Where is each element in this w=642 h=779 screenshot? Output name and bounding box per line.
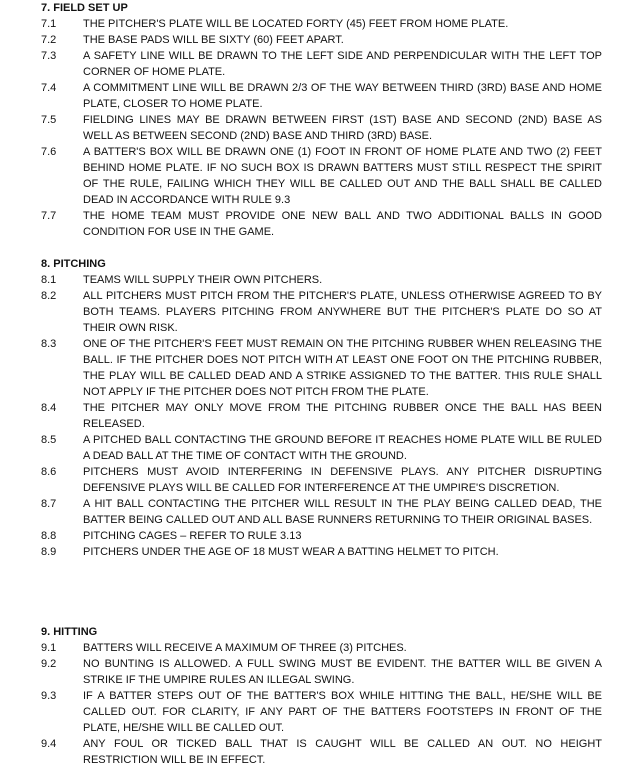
rule-number: 7.7: [41, 210, 57, 222]
rule-number: 8.8: [41, 530, 57, 542]
rule-text: IF A BATTER STEPS OUT OF THE BATTER'S BOX WHILE HITTING THE BALL, HE/SHE WILL BE CALLED OUT. FOR CLARITY, IF ANY PART OF THE BATTERS FOOTSTEPS IN FRONT OF THE PLATE, HE/SHE WILL BE CALLED OUT.: [83, 690, 602, 734]
rule-item: [41, 544, 602, 560]
rule-number: 8.9: [41, 546, 57, 558]
rule-text: A SAFETY LINE WILL BE DRAWN TO THE LEFT SIDE AND PERPENDICULAR WITH THE LEFT TOP CORNER OF HOME PLATE.: [83, 50, 602, 78]
rule-text: THE PITCHER MAY ONLY MOVE FROM THE PITCHING RUBBER ONCE THE BALL HAS BEEN RELEASED.: [83, 402, 602, 430]
rule-number: 7.1: [41, 18, 57, 30]
section-pitching: [41, 256, 602, 560]
rule-text: NO BUNTING IS ALLOWED. A FULL SWING MUST BE EVIDENT. THE BATTER WILL BE GIVEN A STRIKE IF THE UMPIRE RULES AN ILLEGAL SWING.: [83, 658, 602, 686]
rule-number: 7.4: [41, 82, 57, 94]
rule-text: PITCHERS UNDER THE AGE OF 18 MUST WEAR A BATTING HELMET TO PITCH.: [83, 546, 499, 558]
rule-number: 7.6: [41, 146, 57, 158]
rule-number: 7.3: [41, 50, 57, 62]
rule-text: ANY FOUL OR TICKED BALL THAT IS CAUGHT WILL BE CALLED AN OUT. NO HEIGHT RESTRICTION WILL BE IN EFFECT.: [83, 738, 602, 766]
section-spacer: [41, 560, 602, 624]
section-field-set-up: [41, 0, 602, 240]
rule-item: [41, 400, 602, 432]
rule-number: 9.4: [41, 738, 57, 750]
rule-item: [41, 496, 602, 528]
rule-text: THE BASE PADS WILL BE SIXTY (60) FEET APART.: [83, 34, 344, 46]
rule-item: [41, 432, 602, 464]
rule-number: 9.2: [41, 658, 57, 670]
rule-item: [41, 16, 602, 32]
rule-item: [41, 656, 602, 688]
rule-number: 8.4: [41, 402, 57, 414]
rule-item: [41, 80, 602, 112]
section-heading: 7. FIELD SET UP: [41, 2, 128, 14]
rule-number: 8.3: [41, 338, 57, 350]
rule-text: PITCHERS MUST AVOID INTERFERING IN DEFENSIVE PLAYS. ANY PITCHER DISRUPTING DEFENSIVE PLAYS WILL BE CALLED FOR INTERFERENCE AT THE UMPIRE'S DISCRETION.: [83, 466, 602, 494]
rule-text: PITCHING CAGES – REFER TO RULE 3.13: [83, 530, 302, 542]
rule-text: A HIT BALL CONTACTING THE PITCHER WILL RESULT IN THE PLAY BEING CALLED DEAD, THE BATTER BEING CALLED OUT AND ALL BASE RUNNERS RETURNING TO THEIR ORIGINAL BASES.: [83, 498, 602, 526]
section-spacer: [41, 240, 602, 256]
rule-text: ONE OF THE PITCHER'S FEET MUST REMAIN ON THE PITCHING RUBBER WHEN RELEASING THE BALL. IF THE PITCHER DOES NOT PITCH WITH AT LEAST ONE FOOT ON THE PITCHING RUBBER, THE PLAY WILL BE CALLED DEAD AND A STRIKE ASSIGNED TO THE BATTER. THIS RULE SHALL NOT APPLY IF THE PITCHER DOES NOT PITCH FROM THE PLATE.: [83, 338, 602, 398]
rule-number: 8.1: [41, 274, 57, 286]
rule-item: [41, 640, 602, 656]
rule-number: 7.2: [41, 34, 57, 46]
rule-number: 8.6: [41, 466, 57, 478]
rule-text: A COMMITMENT LINE WILL BE DRAWN 2/3 OF THE WAY BETWEEN THIRD (3RD) BASE AND HOME PLATE, CLOSER TO HOME PLATE.: [83, 82, 602, 110]
rule-text: BATTERS WILL RECEIVE A MAXIMUM OF THREE (3) PITCHES.: [83, 642, 407, 654]
rule-item: [41, 528, 602, 544]
rule-text: THE PITCHER'S PLATE WILL BE LOCATED FORTY (45) FEET FROM HOME PLATE.: [83, 18, 509, 30]
rule-item: [41, 32, 602, 48]
rule-item: [41, 688, 602, 736]
rule-number: 8.7: [41, 498, 57, 510]
section-heading: 8. PITCHING: [41, 258, 106, 270]
rule-number: 7.5: [41, 114, 57, 126]
section-hitting: [41, 624, 602, 768]
rule-number: 9.1: [41, 642, 57, 654]
rule-item: [41, 112, 602, 144]
rule-number: 8.5: [41, 434, 57, 446]
rule-item: [41, 48, 602, 80]
rule-text: TEAMS WILL SUPPLY THEIR OWN PITCHERS.: [83, 274, 323, 286]
rule-text: A BATTER'S BOX WILL BE DRAWN ONE (1) FOOT IN FRONT OF HOME PLATE AND TWO (2) FEET BEHIND HOME PLATE. IF NO SUCH BOX IS DRAWN BATTERS MUST STILL RESPECT THE SPIRIT OF THE RULE, FAILING WHICH THEY WILL BE CALLED OUT AND THE BALL SHALL BE CALLED DEAD IN ACCORDANCE WITH RULE 9.3: [83, 146, 602, 206]
rule-text: A PITCHED BALL CONTACTING THE GROUND BEFORE IT REACHES HOME PLATE WILL BE RULED A DEAD BALL AT THE TIME OF CONTACT WITH THE GROUND.: [83, 434, 602, 462]
rule-item: [41, 288, 602, 336]
rule-item: [41, 464, 602, 496]
section-heading: 9. HITTING: [41, 626, 98, 638]
rule-text: FIELDING LINES MAY BE DRAWN BETWEEN FIRST (1ST) BASE AND SECOND (2ND) BASE AS WELL AS BETWEEN SECOND (2ND) BASE AND THIRD (3RD) BASE.: [83, 114, 602, 142]
rule-item: [41, 144, 602, 208]
rule-number: 8.2: [41, 290, 57, 302]
rule-item: [41, 208, 602, 240]
rule-item: [41, 336, 602, 400]
rule-number: 9.3: [41, 690, 57, 702]
rule-item: [41, 736, 602, 768]
rule-text: THE HOME TEAM MUST PROVIDE ONE NEW BALL AND TWO ADDITIONAL BALLS IN GOOD CONDITION FOR USE IN THE GAME.: [83, 210, 602, 238]
rule-text: ALL PITCHERS MUST PITCH FROM THE PITCHER'S PLATE, UNLESS OTHERWISE AGREED TO BY BOTH TEAMS. PLAYERS PITCHING FROM ANYWHERE BUT THE PITCHER'S PLATE DO SO AT THEIR OWN RISK.: [83, 290, 602, 334]
rule-item: [41, 272, 602, 288]
